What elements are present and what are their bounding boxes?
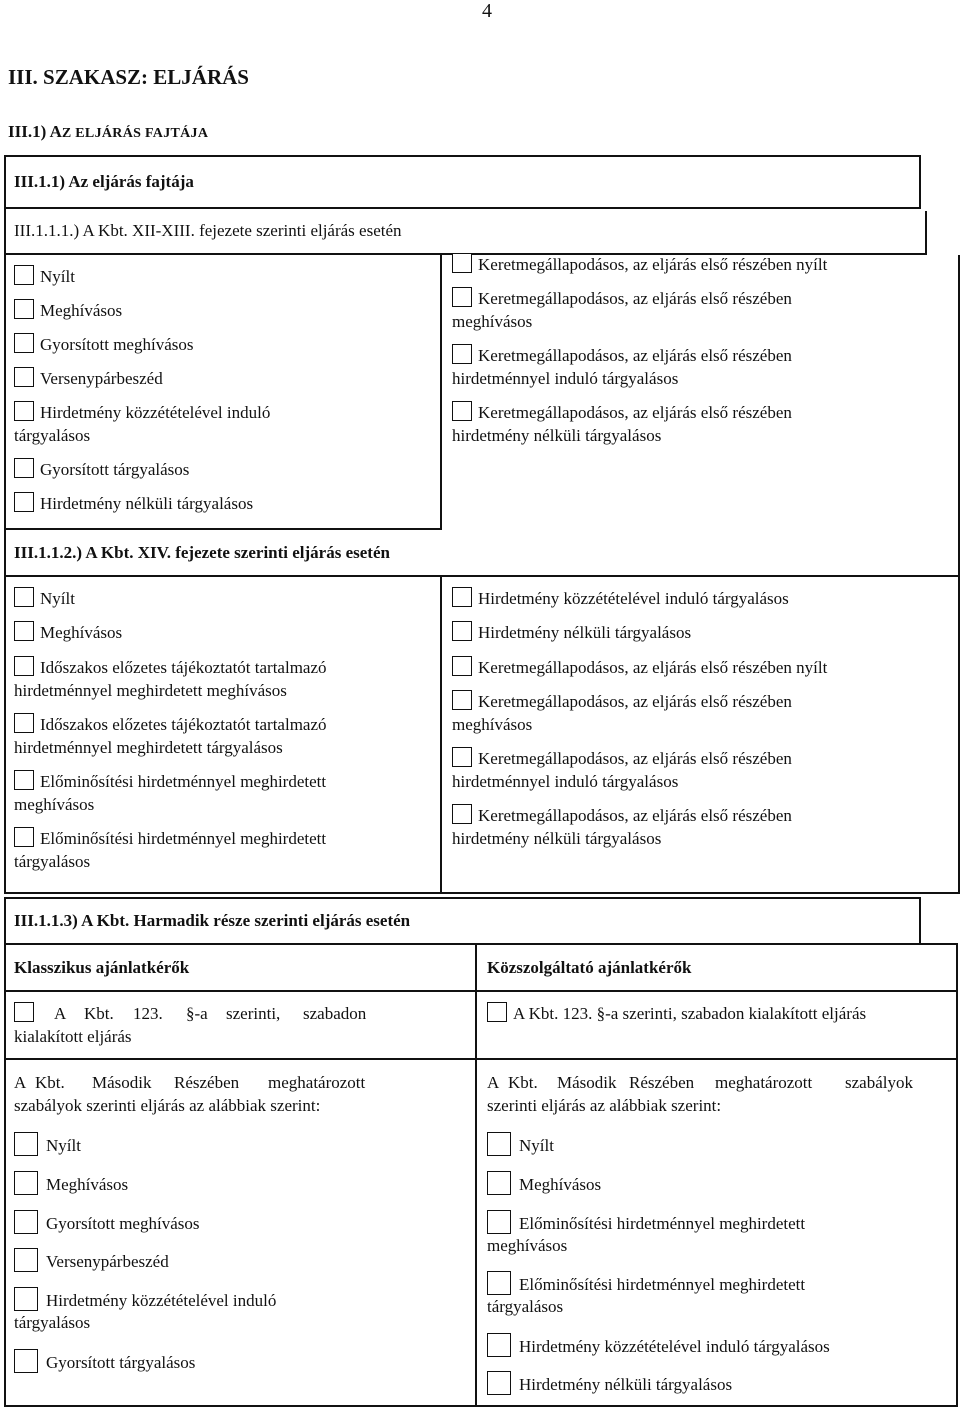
s2-option-nyilt[interactable]: Nyílt bbox=[14, 587, 75, 610]
checkbox[interactable] bbox=[452, 621, 472, 641]
s2-option-elominositesi-meghivasos-cont: meghívásos bbox=[14, 795, 95, 814]
s1-option-meghivasos[interactable]: Meghívásos bbox=[14, 299, 122, 322]
s3-left-free-option[interactable]: A Kbt. 123. §-a szerinti, szabadon bbox=[14, 1002, 378, 1025]
s2-option-hirdetmeny-kozzetetel[interactable]: Hirdetmény közzétételével induló tárgyalásos bbox=[452, 587, 789, 610]
checkbox[interactable] bbox=[14, 827, 34, 847]
checkbox[interactable] bbox=[14, 492, 34, 512]
checkbox[interactable] bbox=[14, 1171, 38, 1195]
checkbox[interactable] bbox=[487, 1002, 507, 1022]
checkbox[interactable] bbox=[14, 587, 34, 607]
checkbox[interactable] bbox=[14, 1287, 38, 1311]
checkbox[interactable] bbox=[452, 287, 472, 307]
subsection-heading bbox=[8, 120, 208, 145]
s2-option-idoszakos-targyalasos-cont: hirdetménnyel meghirdetett tárgyalásos bbox=[14, 738, 283, 757]
s2-option-idoszakos-targyalasos[interactable]: Időszakos előzetes tájékoztatót tartalmazó bbox=[14, 713, 327, 736]
checkbox[interactable] bbox=[452, 401, 472, 421]
s3-right-option-elominositesi-meghivasos-cont: meghívásos bbox=[487, 1236, 568, 1255]
subsection-heading-prefix: III.1) A bbox=[8, 122, 62, 141]
s2-title: III.1.1.2.) A Kbt. XIV. fejezete szerinti eljárás esetén bbox=[14, 543, 390, 562]
s2-option-elominositesi-targyalasos-cont: tárgyalásos bbox=[14, 852, 91, 871]
s3-right-free-option[interactable]: A Kbt. 123. §-a szerinti, szabadon kialakított eljárás bbox=[487, 1002, 866, 1025]
s1-option-gyorsitott-meghivasos[interactable]: Gyorsított meghívásos bbox=[14, 333, 193, 356]
s3-right-option-elominositesi-targyalasos-cont: tárgyalásos bbox=[487, 1297, 564, 1316]
s3-col-right-header: Közszolgáltató ajánlatkérők bbox=[487, 958, 692, 977]
s2-option-hirdetmeny-nelkuli[interactable]: Hirdetmény nélküli tárgyalásos bbox=[452, 621, 691, 644]
checkbox[interactable] bbox=[487, 1132, 511, 1156]
checkbox[interactable] bbox=[14, 265, 34, 285]
s2-option-keret-hirdetmennyel-cont: hirdetménnyel induló tárgyalásos bbox=[452, 772, 679, 791]
s3-right-option-nyilt[interactable]: Nyílt bbox=[487, 1132, 554, 1157]
s3-left-free-option-cont: kialakított eljárás bbox=[14, 1027, 132, 1046]
s1-option-keret-meghivasos[interactable]: Keretmegállapodásos, az eljárás első részében bbox=[452, 287, 792, 310]
checkbox[interactable] bbox=[14, 656, 34, 676]
checkbox[interactable] bbox=[14, 458, 34, 478]
checkbox[interactable] bbox=[452, 344, 472, 364]
checkbox[interactable] bbox=[487, 1333, 511, 1357]
s2-option-elominositesi-meghivasos[interactable]: Előminősítési hirdetménnyel meghirdetett bbox=[14, 770, 326, 793]
checkbox[interactable] bbox=[487, 1210, 511, 1234]
s2-option-keret-meghivasos[interactable]: Keretmegállapodásos, az eljárás első részében bbox=[452, 690, 792, 713]
s2-option-elominositesi-targyalasos[interactable]: Előminősítési hirdetménnyel meghirdetett bbox=[14, 827, 326, 850]
checkbox[interactable] bbox=[487, 1171, 511, 1195]
subsection-heading-rest: Z ELJÁRÁS FAJTÁJA bbox=[61, 126, 209, 141]
s1-option-keret-hirdetmennyel[interactable]: Keretmegállapodásos, az eljárás első részében bbox=[452, 344, 792, 367]
checkbox[interactable] bbox=[14, 1349, 38, 1373]
checkbox[interactable] bbox=[14, 367, 34, 387]
s3-right-option-meghivasos[interactable]: Meghívásos bbox=[487, 1171, 601, 1196]
section-heading: III. SZAKASZ: ELJÁRÁS bbox=[8, 65, 249, 89]
s3-left-option-gyorsitott-targyalasos[interactable]: Gyorsított tárgyalásos bbox=[14, 1349, 195, 1374]
s1-option-hirdetmeny-nelkuli[interactable]: Hirdetmény nélküli tárgyalásos bbox=[14, 492, 253, 515]
s3-left-option-meghivasos[interactable]: Meghívásos bbox=[14, 1171, 128, 1196]
s2-option-idoszakos-meghivasos-cont: hirdetménnyel meghirdetett meghívásos bbox=[14, 681, 287, 700]
s1-option-hirdetmeny-kozzetetel[interactable]: Hirdetmény közzétételével induló bbox=[14, 401, 270, 424]
checkbox[interactable] bbox=[452, 804, 472, 824]
s3-right-option-hirdetmeny-nelkuli[interactable]: Hirdetmény nélküli tárgyalásos bbox=[487, 1371, 732, 1396]
s3-right-rules-line2: szerinti eljárás az alábbiak szerint: bbox=[487, 1096, 722, 1115]
checkbox[interactable] bbox=[452, 587, 472, 607]
s1-option-keret-hirdetmeny-nelkuli[interactable]: Keretmegállapodásos, az eljárás első részében bbox=[452, 401, 792, 424]
s2-option-keret-hirdetmeny-nelkuli[interactable]: Keretmegállapodásos, az eljárás első részében bbox=[452, 804, 792, 827]
s3-left-option-versenyparbeszed[interactable]: Versenypárbeszéd bbox=[14, 1248, 169, 1273]
checkbox[interactable] bbox=[14, 621, 34, 641]
box-title: III.1.1) Az eljárás fajtája bbox=[14, 172, 194, 191]
checkbox[interactable] bbox=[14, 333, 34, 353]
s1-option-keret-hirdetmeny-nelkuli-cont: hirdetmény nélküli tárgyalásos bbox=[452, 426, 662, 445]
checkbox[interactable] bbox=[14, 1002, 34, 1022]
s1-option-versenyparbeszed[interactable]: Versenypárbeszéd bbox=[14, 367, 163, 390]
s3-left-option-gyorsitott-meghivasos[interactable]: Gyorsított meghívásos bbox=[14, 1210, 199, 1235]
checkbox[interactable] bbox=[452, 690, 472, 710]
s3-left-rules-line2: szabályok szerinti eljárás az alábbiak szerint: bbox=[14, 1096, 321, 1115]
checkbox[interactable] bbox=[487, 1371, 511, 1395]
s3-right-option-hirdetmeny-kozzetetel[interactable]: Hirdetmény közzétételével induló tárgyalásos bbox=[487, 1333, 830, 1358]
s2-option-keret-meghivasos-cont: meghívásos bbox=[452, 715, 533, 734]
s1-option-keret-hirdetmennyel-cont: hirdetménnyel induló tárgyalásos bbox=[452, 369, 679, 388]
checkbox[interactable] bbox=[452, 656, 472, 676]
checkbox[interactable] bbox=[14, 770, 34, 790]
s2-option-meghivasos[interactable]: Meghívásos bbox=[14, 621, 122, 644]
checkbox[interactable] bbox=[14, 401, 34, 421]
s2-option-idoszakos-meghivasos[interactable]: Időszakos előzetes tájékoztatót tartalmazó bbox=[14, 656, 327, 679]
s3-right-option-elominositesi-meghivasos[interactable]: Előminősítési hirdetménnyel meghirdetett bbox=[487, 1210, 805, 1235]
checkbox[interactable] bbox=[14, 1210, 38, 1234]
checkbox[interactable] bbox=[14, 299, 34, 319]
checkbox[interactable] bbox=[487, 1271, 511, 1295]
checkbox[interactable] bbox=[14, 1132, 38, 1156]
checkbox[interactable] bbox=[452, 747, 472, 767]
s2-option-keret-nyilt[interactable]: Keretmegállapodásos, az eljárás első részében nyílt bbox=[452, 656, 827, 679]
s1-option-nyilt[interactable]: Nyílt bbox=[14, 265, 75, 288]
s2-option-keret-hirdetmennyel[interactable]: Keretmegállapodásos, az eljárás első részében bbox=[452, 747, 792, 770]
checkbox[interactable] bbox=[14, 713, 34, 733]
s3-title: III.1.1.3) A Kbt. Harmadik része szerinti eljárás esetén bbox=[14, 911, 411, 930]
s1-option-keret-nyilt[interactable]: Keretmegállapodásos, az eljárás első részében nyílt bbox=[452, 253, 827, 276]
s3-left-option-nyilt[interactable]: Nyílt bbox=[14, 1132, 81, 1157]
s1-option-keret-meghivasos-cont: meghívásos bbox=[452, 312, 533, 331]
s3-left-option-hirdetmeny-kozzetetel-cont: tárgyalásos bbox=[14, 1313, 91, 1332]
checkbox[interactable] bbox=[14, 1248, 38, 1272]
checkbox[interactable] bbox=[452, 253, 472, 273]
s1-option-gyorsitott-targyalasos[interactable]: Gyorsított tárgyalásos bbox=[14, 458, 189, 481]
s2-option-keret-hirdetmeny-nelkuli-cont: hirdetmény nélküli tárgyalásos bbox=[452, 829, 662, 848]
s3-left-option-hirdetmeny-kozzetetel[interactable]: Hirdetmény közzétételével induló bbox=[14, 1287, 276, 1312]
s3-right-option-elominositesi-targyalasos[interactable]: Előminősítési hirdetménnyel meghirdetett bbox=[487, 1271, 805, 1296]
s3-col-left-header: Klasszikus ajánlatkérők bbox=[14, 958, 190, 977]
s1-title: III.1.1.1.) A Kbt. XII-XIII. fejezete szerinti eljárás esetén bbox=[14, 221, 402, 240]
page-number: 4 bbox=[482, 0, 492, 22]
s1-option-hirdetmeny-kozzetetel-cont: tárgyalásos bbox=[14, 426, 91, 445]
